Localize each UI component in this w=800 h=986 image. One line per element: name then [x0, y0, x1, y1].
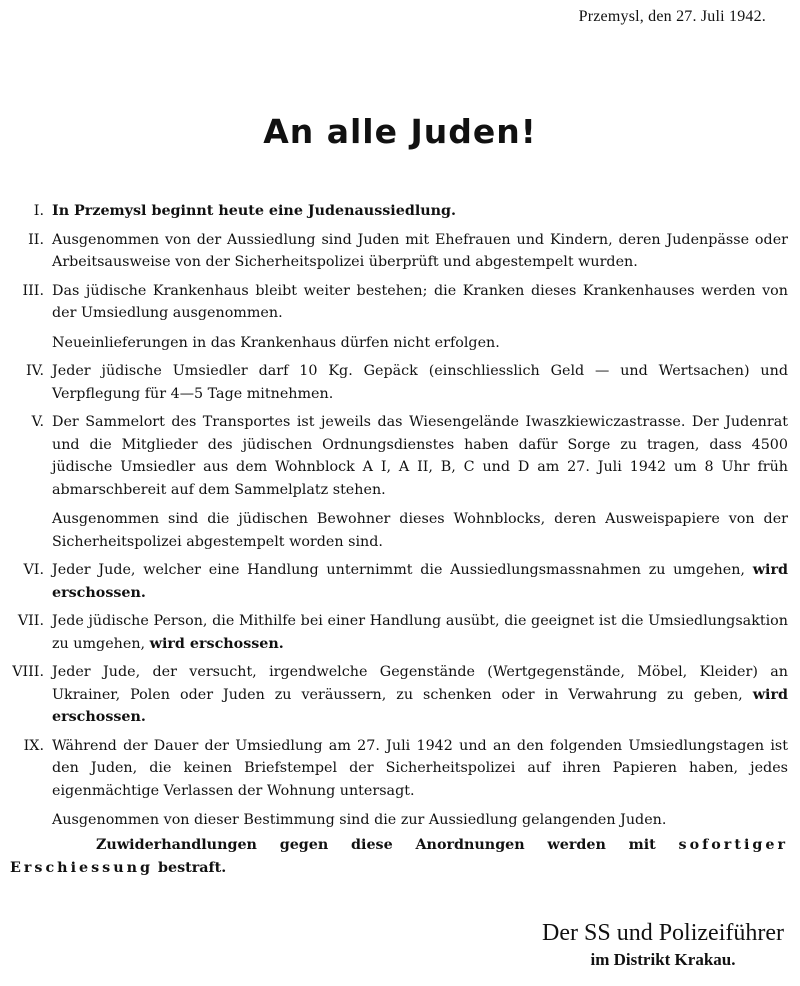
item-text-plain: Jeder Jude, der versucht, irgendwelche Gegenstände (Wertgegenstände, Möbel, Kleider) an Ukrainer, Polen oder Juden zu veräussern, zu schenken oder in Verwahrung zu geben, [52, 664, 788, 703]
list-item [6, 661, 788, 729]
closing-emphasis: Erschiessung [10, 859, 153, 876]
item-number: I. [33, 203, 44, 219]
item-text-plain: Jede jüdische Person, die Mithilfe bei einer Handlung ausübt, die geeignet ist die Umsiedlungsaktion zu umgehen, [52, 613, 788, 652]
item-text [52, 661, 788, 729]
item-text: Das jüdische Krankenhaus bleibt weiter bestehen; die Kranken dieses Krankenhauses werden von der Umsiedlung ausgenommen. [52, 282, 788, 321]
list-item [6, 200, 788, 223]
item-text: Ausgenommen von der Aussiedlung sind Juden mit Ehefrauen und Kindern, deren Judenpässe oder Arbeitsausweise von der Sicherheitspolizei überprüft und abgestempelt wurden. [52, 231, 788, 270]
closing-text: bestraft. [157, 859, 227, 876]
item-text-bold: wird erschossen. [149, 635, 284, 652]
item-text: Neueinlieferungen in das Krankenhaus dürfen nicht erfolgen. [52, 334, 500, 351]
closing-emphasis: sofortiger [678, 837, 788, 853]
list-item [6, 411, 788, 553]
list-item [6, 360, 788, 405]
item-text: Jeder jüdische Umsiedler darf 10 Kg. Gepäck (einschliesslich Geld — und Wertsachen) und Verpflegung für 4—5 Tage mitnehmen. [52, 363, 788, 402]
item-number: II. [28, 231, 44, 248]
item-text: In Przemysl beginnt heute eine Judenaussiedlung. [52, 203, 457, 219]
item-number: IX. [23, 737, 44, 754]
closing-text: Zuwiderhandlungen gegen diese Anordnungen werden mit [96, 837, 656, 853]
item-text-bold: wird erschossen. [52, 686, 789, 725]
item-text: Während der Dauer der Umsiedlung am 27. Juli 1942 und an den folgenden Umsiedlungstagen ist den Juden, die keinen Briefstempel der Sicherheitspolizei auf ihren Papieren haben, jedes eigenmächtige Verlassen der Wohnung untersagt. [52, 737, 788, 799]
signature-line: Der SS und Polizeiführer [542, 920, 784, 946]
item-text-bold: wird erschossen. [52, 562, 789, 601]
dateline: Przemysl, den 27. Juli 1942. [578, 8, 766, 25]
list-item [6, 735, 788, 832]
item-number: III. [22, 282, 44, 299]
item-number: V. [31, 414, 44, 430]
item-number: VII. [17, 613, 44, 629]
item-text: Der Sammelort des Transportes ist jeweils das Wiesengelände Iwaszkiewiczastrasse. Der Judenrat und die Mitglieder des jüdischen Ordnungsdienstes haben dafür Sorge zu tragen, dass 4500 jüdische Umsiedler aus dem Wohnblock A I, A II, B, C und D am 27. Juli 1942 um 8 Uhr früh abmarschbereit auf dem Sammelplatz stehen. [52, 414, 788, 498]
item-number: IV. [25, 363, 44, 379]
item-text: Ausgenommen sind die jüdischen Bewohner dieses Wohnblocks, deren Ausweispapiere von der Sicherheitspolizei abgestempelt worden sind. [52, 511, 788, 550]
closing-statement [10, 834, 788, 879]
item-number: VI. [23, 562, 44, 578]
list-item [6, 610, 788, 655]
item-text-plain: Jeder Jude, welcher eine Handlung unternimmt die Aussiedlungsmassnahmen zu umgehen, [52, 562, 745, 578]
poster-title: An alle Juden! [263, 112, 537, 151]
numbered-list [6, 200, 788, 838]
item-text [52, 610, 788, 655]
signature-block [542, 918, 784, 972]
list-item [6, 229, 788, 274]
signature-line: im Distrikt Krakau. [590, 950, 736, 969]
item-number: VIII. [12, 664, 44, 680]
list-item [6, 559, 788, 604]
item-text: Ausgenommen von dieser Bestimmung sind die zur Aussiedlung gelangenden Juden. [52, 812, 667, 828]
list-item [6, 280, 788, 355]
item-text [52, 559, 788, 604]
